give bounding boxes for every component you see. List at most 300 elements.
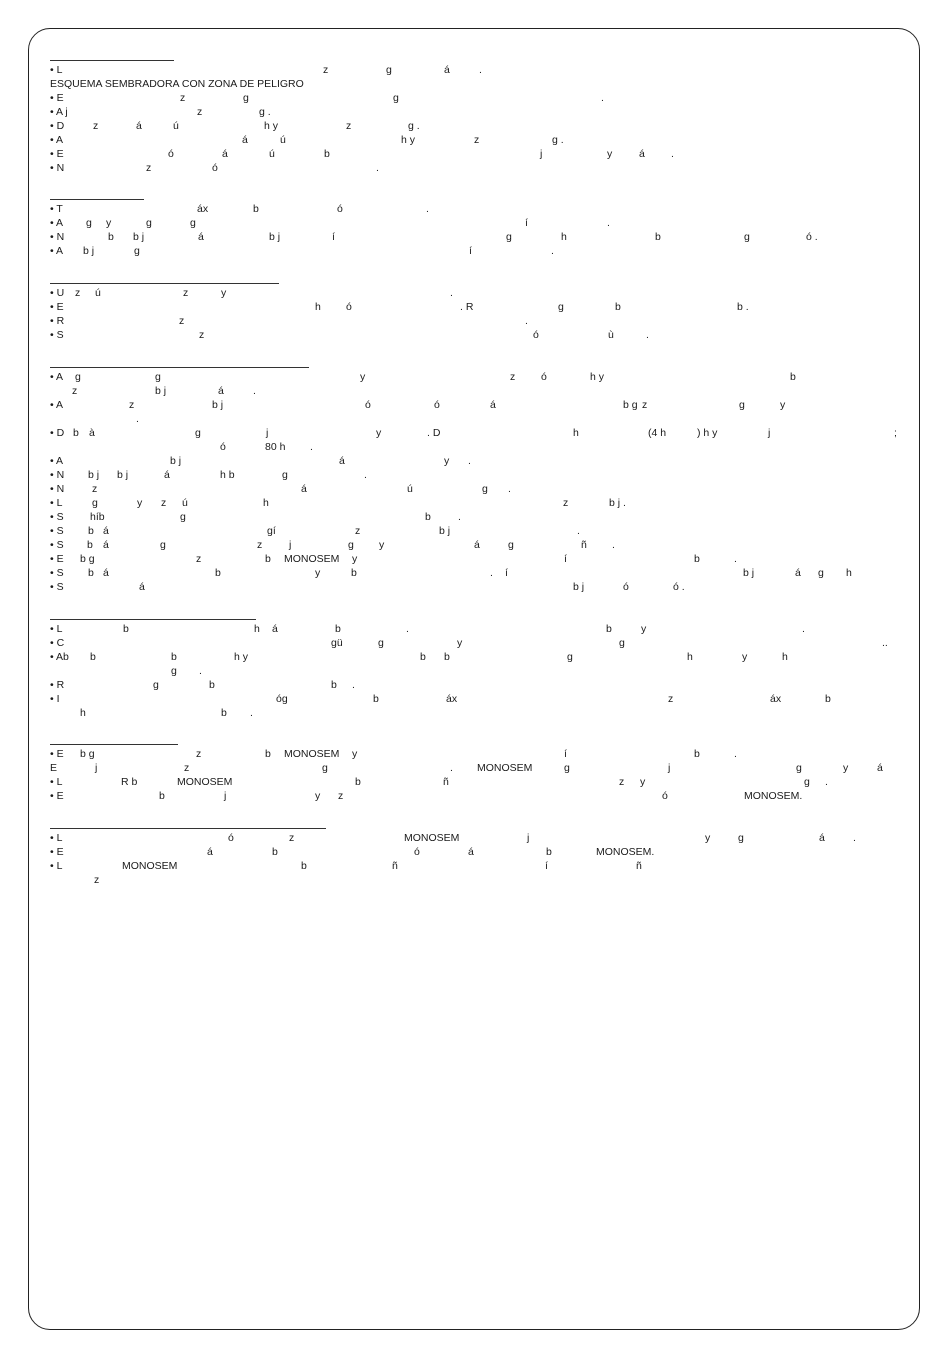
text-segment: j: [289, 539, 292, 551]
text-segment: g: [180, 511, 186, 523]
text-segment: b: [265, 553, 271, 565]
text-segment: í: [469, 245, 472, 257]
text-segment: á: [242, 134, 248, 146]
text-segment: .: [250, 707, 253, 719]
text-segment: z: [289, 832, 295, 844]
text-segment: á: [795, 567, 801, 579]
text-segment: h: [561, 231, 567, 243]
text-segment: g: [393, 92, 399, 104]
text-segment: • S: [50, 511, 64, 523]
text-segment: b: [335, 623, 341, 635]
text-segment: z: [563, 497, 569, 509]
text-segment: á: [877, 762, 883, 774]
text-segment: • L: [50, 64, 63, 76]
text-segment: y: [641, 623, 647, 635]
text-segment: MONOSEM.: [744, 790, 803, 802]
text-segment: y: [315, 790, 321, 802]
text-segment: ó: [346, 301, 352, 313]
text-segment: j: [540, 148, 543, 160]
text-segment: y: [352, 748, 358, 760]
text-segment: ú: [95, 287, 101, 299]
text-segment: h: [846, 567, 852, 579]
text-segment: h: [254, 623, 260, 635]
text-segment: b j: [212, 399, 224, 411]
text-segment: b: [351, 567, 357, 579]
text-line: [50, 384, 309, 398]
text-segment: ó: [228, 832, 234, 844]
text-segment: ó: [662, 790, 668, 802]
text-segment: g: [134, 245, 140, 257]
text-line: [50, 77, 304, 91]
section-3: [50, 283, 749, 342]
text-segment: g: [567, 651, 573, 663]
text-segment: y: [315, 567, 321, 579]
text-line: [50, 133, 564, 147]
text-line: [50, 161, 379, 175]
text-segment: ñ: [443, 776, 449, 788]
text-segment: z: [180, 92, 186, 104]
text-segment: z: [668, 693, 674, 705]
text-segment: • D: [50, 120, 65, 132]
text-segment: ;: [894, 427, 897, 439]
text-segment: ñ: [392, 860, 398, 872]
text-segment: b: [331, 679, 337, 691]
text-segment: y: [221, 287, 227, 299]
text-segment: h y: [401, 134, 416, 146]
text-segment: í: [525, 217, 528, 229]
text-segment: .: [352, 679, 355, 691]
text-segment: á: [222, 148, 228, 160]
text-segment: • A: [50, 399, 64, 411]
text-segment: á: [136, 120, 142, 132]
text-segment: g: [482, 483, 488, 495]
text-segment: y: [137, 497, 143, 509]
text-segment: • Ab: [50, 651, 69, 663]
section-rule: [50, 367, 309, 368]
text-segment: b j: [439, 525, 451, 537]
text-segment: z: [642, 399, 648, 411]
text-segment: z: [323, 64, 329, 76]
text-segment: .: [607, 217, 610, 229]
text-segment: j: [95, 762, 98, 774]
text-segment: b j: [573, 581, 585, 593]
text-segment: MONOSEM.: [596, 846, 655, 858]
text-segment: b g: [623, 399, 638, 411]
text-segment: • E: [50, 92, 64, 104]
text-segment: MONOSEM: [284, 748, 340, 760]
section-rule: [50, 744, 178, 745]
section-rule: [50, 828, 326, 829]
text-line: [50, 566, 852, 580]
text-segment: g: [619, 637, 625, 649]
text-segment: j: [224, 790, 227, 802]
text-line: [50, 454, 471, 468]
text-segment: g: [796, 762, 802, 774]
text-segment: b: [694, 553, 700, 565]
section-5: [50, 619, 888, 720]
text-segment: .: [426, 203, 429, 215]
text-segment: • E: [50, 148, 64, 160]
text-line: [50, 761, 883, 775]
text-segment: g: [738, 832, 744, 844]
text-segment: .: [601, 92, 604, 104]
text-segment: b j: [269, 231, 281, 243]
text-line: [50, 496, 626, 510]
text-segment: y: [444, 455, 450, 467]
text-segment: h: [263, 497, 269, 509]
text-segment: z: [619, 776, 625, 788]
text-segment: á: [207, 846, 213, 858]
text-segment: g: [804, 776, 810, 788]
text-segment: á: [474, 539, 480, 551]
text-line: [50, 622, 805, 636]
text-segment: b: [123, 623, 129, 635]
text-segment: g: [386, 64, 392, 76]
text-segment: .: [253, 385, 256, 397]
text-segment: y: [780, 399, 786, 411]
text-line: [50, 314, 528, 328]
text-segment: b: [606, 623, 612, 635]
text-segment: • T: [50, 203, 63, 215]
text-line: [50, 440, 313, 454]
text-segment: b: [215, 567, 221, 579]
text-segment: g: [348, 539, 354, 551]
text-segment: .: [136, 413, 139, 425]
text-segment: z: [183, 287, 189, 299]
text-segment: z: [257, 539, 263, 551]
text-segment: • A: [50, 371, 64, 383]
text-segment: .: [825, 776, 828, 788]
text-segment: g: [282, 469, 288, 481]
text-segment: b: [420, 651, 426, 663]
text-segment: y: [360, 371, 366, 383]
text-segment: í: [332, 231, 335, 243]
text-segment: á: [468, 846, 474, 858]
text-segment: E: [50, 762, 58, 774]
text-segment: j: [266, 427, 269, 439]
text-line: [50, 482, 511, 496]
text-line: [50, 244, 554, 258]
text-segment: á: [819, 832, 825, 844]
text-segment: g: [243, 92, 249, 104]
text-segment: .: [612, 539, 615, 551]
text-segment: MONOSEM: [477, 762, 533, 774]
text-segment: .: [450, 762, 453, 774]
text-segment: á: [301, 483, 307, 495]
text-segment: .: [734, 748, 737, 760]
text-segment: • L: [50, 860, 63, 872]
text-segment: .: [376, 162, 379, 174]
text-segment: .: [551, 245, 554, 257]
text-segment: h y: [234, 651, 249, 663]
text-line: [50, 859, 642, 873]
text-segment: ó: [220, 441, 226, 453]
text-segment: .: [646, 329, 649, 341]
text-segment: z: [93, 120, 99, 132]
text-segment: z: [92, 483, 98, 495]
text-segment: • R: [50, 679, 65, 691]
text-line: [50, 552, 737, 566]
text-segment: y: [352, 553, 358, 565]
text-segment: y: [843, 762, 849, 774]
text-segment: . D: [427, 427, 441, 439]
text-segment: h: [315, 301, 321, 313]
text-segment: • N: [50, 162, 65, 174]
text-segment: • L: [50, 776, 63, 788]
text-segment: z: [161, 497, 167, 509]
text-segment: óg: [276, 693, 288, 705]
text-segment: j: [768, 427, 771, 439]
text-segment: • S: [50, 525, 64, 537]
text-segment: g: [75, 371, 81, 383]
text-segment: b: [90, 651, 96, 663]
text-segment: ó: [212, 162, 218, 174]
text-segment: • A j: [50, 106, 68, 118]
text-segment: • A: [50, 245, 64, 257]
text-segment: • E: [50, 790, 64, 802]
text-segment: h y: [264, 120, 279, 132]
text-segment: b j: [83, 245, 95, 257]
text-segment: ú: [407, 483, 413, 495]
text-segment: g: [146, 217, 152, 229]
text-segment: MONOSEM: [404, 832, 460, 844]
text-segment: • S: [50, 329, 64, 341]
text-segment: z: [346, 120, 352, 132]
text-segment: b: [655, 231, 661, 243]
text-segment: b: [373, 693, 379, 705]
text-segment: .: [479, 64, 482, 76]
text-segment: á: [639, 148, 645, 160]
text-segment: á: [490, 399, 496, 411]
text-segment: z: [355, 525, 361, 537]
text-line: [50, 398, 786, 412]
text-segment: • A: [50, 217, 64, 229]
text-line: [50, 873, 326, 887]
text-segment: á: [444, 64, 450, 76]
text-segment: g: [155, 371, 161, 383]
text-segment: à: [89, 427, 95, 439]
text-segment: b: [444, 651, 450, 663]
text-segment: z: [179, 315, 185, 327]
text-line: [50, 230, 818, 244]
text-segment: .: [364, 469, 367, 481]
text-segment: í: [545, 860, 548, 872]
text-segment: b j .: [609, 497, 626, 509]
text-segment: b: [265, 748, 271, 760]
text-line: [50, 664, 256, 678]
text-line: [50, 789, 803, 803]
text-segment: g .: [552, 134, 564, 146]
text-segment: y: [742, 651, 748, 663]
text-segment: ù: [608, 329, 614, 341]
text-segment: .: [508, 483, 511, 495]
text-segment: ó .: [806, 231, 818, 243]
text-segment: (4 h: [648, 427, 667, 439]
text-segment: .: [458, 511, 461, 523]
text-segment: á: [164, 469, 170, 481]
text-segment: h: [782, 651, 788, 663]
text-line: [50, 468, 367, 482]
text-segment: h b: [220, 469, 235, 481]
text-segment: á: [103, 525, 109, 537]
text-segment: .: [199, 665, 202, 677]
text-segment: h: [687, 651, 693, 663]
text-segment: . R: [460, 301, 474, 313]
text-segment: b g: [80, 553, 95, 565]
text-segment: z: [510, 371, 516, 383]
text-segment: b .: [737, 301, 749, 313]
text-segment: • S: [50, 539, 64, 551]
text-segment: • S: [50, 567, 64, 579]
text-segment: b: [253, 203, 259, 215]
text-segment: • N: [50, 231, 65, 243]
section-rule: [50, 199, 144, 200]
text-segment: y: [457, 637, 463, 649]
text-segment: ñ: [636, 860, 642, 872]
text-segment: • E: [50, 553, 64, 565]
text-segment: ñ: [581, 539, 587, 551]
text-segment: .: [671, 148, 674, 160]
text-segment: z: [72, 385, 78, 397]
text-segment: 80 h: [265, 441, 286, 453]
text-segment: g: [322, 762, 328, 774]
text-segment: • A: [50, 455, 64, 467]
text-segment: • E: [50, 846, 64, 858]
text-segment: í: [505, 567, 508, 579]
text-line: [50, 147, 674, 161]
text-segment: .: [490, 567, 493, 579]
text-segment: áx: [770, 693, 782, 705]
text-segment: .: [577, 525, 580, 537]
text-segment: g: [171, 665, 177, 677]
text-segment: á: [272, 623, 278, 635]
text-line: [50, 580, 685, 594]
text-segment: • E: [50, 301, 64, 313]
text-segment: h: [80, 707, 86, 719]
text-segment: g: [818, 567, 824, 579]
section-7: [50, 828, 856, 887]
text-segment: b j: [170, 455, 182, 467]
section-4: [50, 367, 897, 594]
text-segment: • U: [50, 287, 65, 299]
text-segment: • N: [50, 483, 65, 495]
section-1: [50, 60, 674, 175]
text-segment: z: [184, 762, 190, 774]
text-segment: y: [640, 776, 646, 788]
text-segment: MONOSEM: [284, 553, 340, 565]
text-segment: b: [88, 525, 94, 537]
text-segment: .: [802, 623, 805, 635]
text-segment: ó: [533, 329, 539, 341]
text-segment: b j: [155, 385, 167, 397]
text-segment: • L: [50, 832, 63, 844]
text-segment: • D: [50, 427, 65, 439]
text-line: [50, 328, 649, 342]
text-segment: ) h y: [697, 427, 718, 439]
text-segment: ó: [623, 581, 629, 593]
text-line: [50, 119, 420, 133]
text-segment: g: [92, 497, 98, 509]
text-line: [50, 636, 888, 650]
text-segment: ..: [882, 637, 888, 649]
text-line: [50, 775, 828, 789]
text-line: [50, 286, 453, 300]
text-segment: g: [564, 762, 570, 774]
text-segment: y: [379, 539, 385, 551]
text-segment: j: [668, 762, 671, 774]
text-segment: ú: [182, 497, 188, 509]
text-segment: b: [159, 790, 165, 802]
text-segment: b: [615, 301, 621, 313]
text-line: [50, 412, 309, 426]
section-rule: [50, 283, 279, 284]
text-line: [50, 216, 610, 230]
text-segment: g: [153, 679, 159, 691]
text-segment: ó .: [673, 581, 685, 593]
text-segment: z: [196, 553, 202, 565]
text-segment: g .: [259, 106, 271, 118]
text-line: [50, 692, 831, 706]
text-segment: .: [468, 455, 471, 467]
text-segment: g: [190, 217, 196, 229]
text-segment: í: [564, 553, 567, 565]
text-segment: y: [376, 427, 382, 439]
text-segment: z: [197, 106, 203, 118]
text-segment: ó: [365, 399, 371, 411]
text-segment: gü: [331, 637, 343, 649]
text-segment: áx: [197, 203, 209, 215]
text-segment: • E: [50, 748, 64, 760]
text-line: [50, 831, 856, 845]
text-line: [50, 370, 796, 384]
text-segment: á: [139, 581, 145, 593]
text-line: [50, 678, 355, 692]
text-segment: g: [558, 301, 564, 313]
text-line: [50, 426, 897, 440]
text-segment: y: [106, 217, 112, 229]
text-segment: b: [221, 707, 227, 719]
text-segment: b: [546, 846, 552, 858]
text-segment: y: [705, 832, 711, 844]
text-segment: .: [853, 832, 856, 844]
text-segment: ó: [414, 846, 420, 858]
text-segment: b j: [88, 469, 100, 481]
text-segment: í: [564, 748, 567, 760]
text-segment: MONOSEM: [122, 860, 178, 872]
text-segment: R b: [121, 776, 138, 788]
text-segment: z: [474, 134, 480, 146]
text-line: [50, 524, 580, 538]
text-segment: b: [425, 511, 431, 523]
text-segment: MONOSEM: [177, 776, 233, 788]
text-segment: y: [607, 148, 613, 160]
text-line: [50, 63, 482, 77]
text-segment: h y: [590, 371, 605, 383]
section-6: [50, 744, 883, 803]
text-segment: • C: [50, 637, 65, 649]
text-segment: b: [355, 776, 361, 788]
text-segment: j: [527, 832, 530, 844]
text-segment: ó: [434, 399, 440, 411]
text-line: [50, 300, 749, 314]
text-segment: • N: [50, 469, 65, 481]
text-segment: ú: [280, 134, 286, 146]
text-segment: z: [146, 162, 152, 174]
text-line: [50, 706, 256, 720]
text-segment: b: [272, 846, 278, 858]
text-segment: gí: [267, 525, 276, 537]
text-segment: • L: [50, 497, 63, 509]
